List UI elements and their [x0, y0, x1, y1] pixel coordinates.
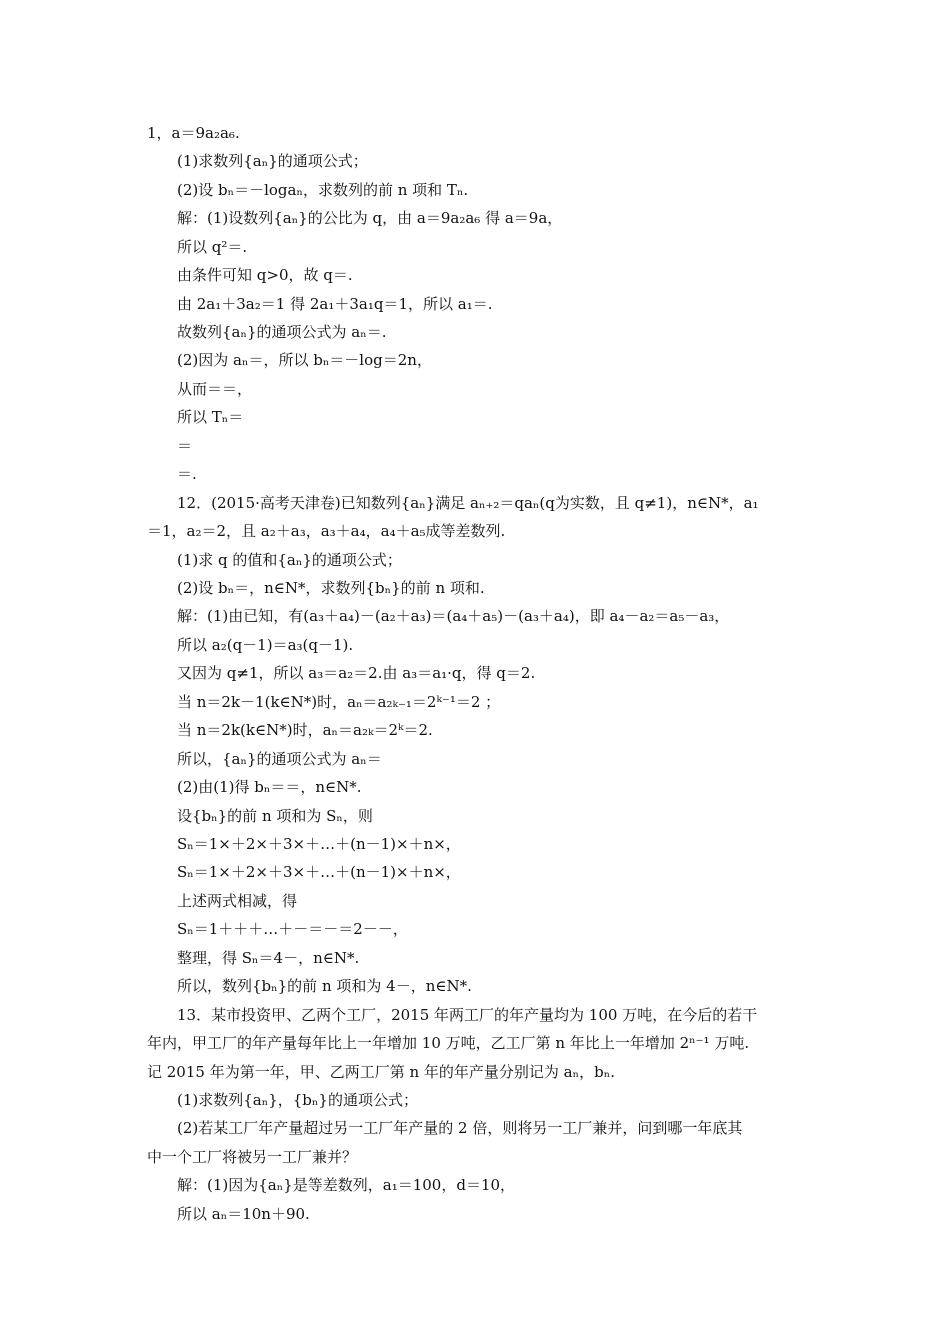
text-line: 所以，数列{bₙ}的前 n 项和为 4－，n∈N*.	[177, 977, 472, 995]
text-line: 当 n＝2k(k∈N*)时，aₙ＝a₂ₖ＝2ᵏ＝2.	[177, 721, 433, 739]
text-line: 中一个工厂将被另一工厂兼并？	[147, 1148, 358, 1166]
text-line: 又因为 q≠1，所以 a₃＝a₂＝2.由 a₃＝a₁·q，得 q＝2.	[177, 664, 536, 682]
text-line: 从而＝＝，	[177, 380, 253, 398]
text-line: (2)由(1)得 bₙ＝＝，n∈N*.	[177, 778, 362, 796]
text-line: Sₙ＝1＋＋＋…＋－＝－＝2－－，	[177, 920, 408, 938]
text-line: 解：(1)因为{aₙ}是等差数列，a₁＝100，d＝10，	[177, 1176, 516, 1194]
text-line: 整理，得 Sₙ＝4－，n∈N*.	[177, 949, 360, 967]
text-line: ＝.	[177, 465, 197, 483]
text-line: 1，a＝9a₂a₆.	[147, 124, 240, 142]
text-line: 所以 a₂(q－1)＝a₃(q－1).	[177, 636, 354, 654]
text-line: 当 n＝2k－1(k∈N*)时，aₙ＝a₂ₖ₋₁＝2ᵏ⁻¹＝2 ；	[177, 693, 501, 711]
text-line: 设{bₙ}的前 n 项和为 Sₙ，则	[177, 807, 373, 825]
text-line: (1)求数列{aₙ}，{bₙ}的通项公式；	[177, 1091, 418, 1109]
text-line: ＝	[177, 437, 193, 455]
text-line: (2)设 bₙ＝－logaₙ，求数列的前 n 项和 Tₙ.	[177, 181, 469, 199]
text-line: (2)因为 aₙ＝，所以 bₙ＝－log＝2n，	[177, 351, 432, 369]
text-line: 所以 aₙ＝10n＋90.	[177, 1205, 310, 1223]
problem-13-heading: 13．某市投资甲、乙两个工厂，2015 年两工厂的年产量均为 100 万吨，在今后的若干	[177, 1006, 758, 1024]
text-line: ＝1，a₂＝2，且 a₂＋a₃，a₃＋a₄，a₄＋a₅成等差数列.	[147, 522, 506, 540]
text-line: 所以 q²＝.	[177, 238, 248, 256]
text-line: (1)求数列{aₙ}的通项公式；	[177, 152, 368, 170]
text-line: 由 2a₁＋3a₂＝1 得 2a₁＋3a₁q＝1，所以 a₁＝.	[177, 295, 493, 313]
text-line: 上述两式相减，得	[177, 892, 298, 910]
text-line: 解：(1)设数列{aₙ}的公比为 q，由 a＝9a₂a₆ 得 a＝9a，	[177, 209, 563, 227]
text-line: Sₙ＝1×＋2×＋3×＋…＋(n－1)×＋n×，	[177, 863, 461, 881]
problem-12-heading: 12．(2015·高考天津卷)已知数列{aₙ}满足 aₙ₊₂＝qaₙ(q为实数，且 q≠1)，n∈N*，a₁	[177, 494, 759, 512]
text-line: 记 2015 年为第一年，甲、乙两工厂第 n 年的年产量分别记为 aₙ，bₙ.	[147, 1063, 615, 1081]
text-line: 解：(1)由已知，有(a₃＋a₄)－(a₂＋a₃)＝(a₄＋a₅)－(a₃＋a₄)，即 a₄－a₂＝a₅－a₃，	[177, 607, 730, 625]
text-line: (2)若某工厂年产量超过另一工厂年产量的 2 倍，则将另一工厂兼并，问到哪一年底其	[177, 1119, 743, 1137]
text-line: 所以 Tₙ＝	[177, 408, 244, 426]
text-line: (2)设 bₙ＝，n∈N*，求数列{bₙ}的前 n 项和.	[177, 579, 485, 597]
text-line: 所以，{aₙ}的通项公式为 aₙ＝	[177, 750, 382, 768]
text-line: 年内，甲工厂的年产量每年比上一年增加 10 万吨，乙工厂第 n 年比上一年增加 2ⁿ⁻¹ 万吨.	[147, 1034, 750, 1052]
text-line: 故数列{aₙ}的通项公式为 aₙ＝.	[177, 323, 387, 341]
text-line: 由条件可知 q>0，故 q＝.	[177, 266, 353, 284]
text-line: (1)求 q 的值和{aₙ}的通项公式；	[177, 551, 402, 569]
text-line: Sₙ＝1×＋2×＋3×＋…＋(n－1)×＋n×，	[177, 835, 461, 853]
